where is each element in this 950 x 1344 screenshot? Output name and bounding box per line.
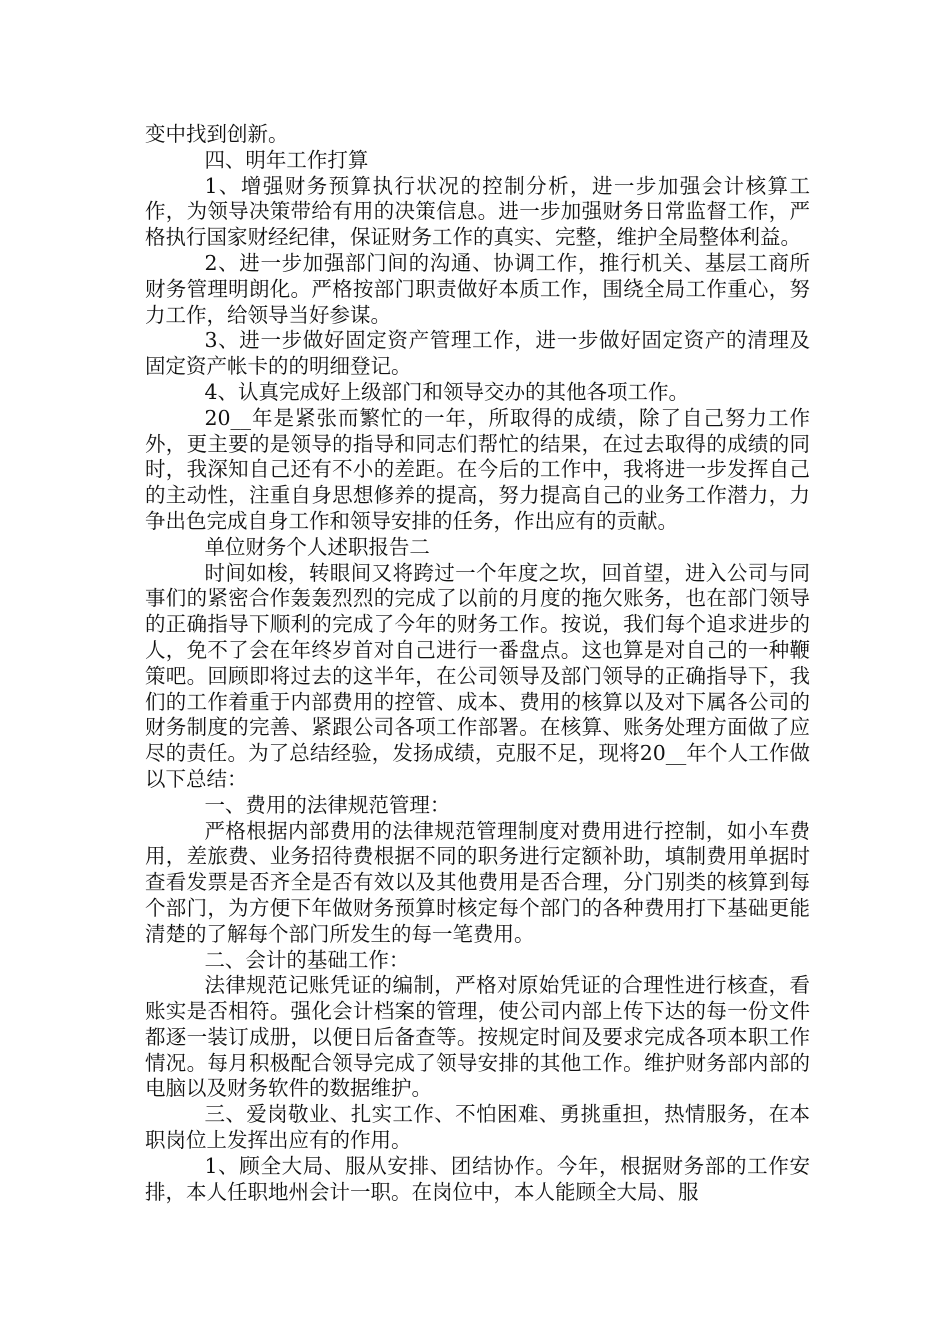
section-heading: 四、明年工作打算 — [204, 147, 369, 172]
section-heading: 一、费用的法律规范管理： — [204, 792, 451, 817]
document-body — [145, 122, 810, 1205]
paragraph: 1、顾全大局、服从安排、团结协作。今年，根据财务部的工作安排，本人任职地州会计一职。在岗位中，本人能顾全大局、服 — [145, 1153, 810, 1204]
section-heading: 三、爱岗敬业、扎实工作、不怕困难、勇挑重担，热情服务，在本职岗位上发挥出应有的作用。 — [145, 1102, 810, 1153]
paragraph: 法律规范记账凭证的编制，严格对原始凭证的合理性进行核查，看账实是否相符。强化会计档案的管理，使公司内部上传下达的每一份文件都逐一装订成册，以便日后备查等。按规定时间及要求完成各项本职工作情况。每月积极配合领导完成了领导安排的其他工作。维护财务部内部的电脑以及财务软件的数据维护。 — [145, 973, 810, 1101]
paragraph: 20__年是紧张而繁忙的一年，所取得的成绩，除了自己努力工作外，更主要的是领导的指导和同志们帮忙的结果，在过去取得的成绩的同时，我深知自己还有不小的差距。在今后的工作中，我将进一步发挥自己的主动性，注重自身思想修养的提高，努力提高自己的业务工作潜力，力争出色完成自身工作和领导安排的任务，作出应有的贡献。 — [145, 405, 810, 533]
paragraph: 时间如梭，转眼间又将跨过一个年度之坎，回首望，进入公司与同事们的紧密合作轰轰烈烈的完成了以前的月度的拖欠账务，也在部门领导的正确指导下顺利的完成了今年的财务工作。按说，我们每个追求进步的人，免不了会在年终岁首对自己进行一番盘点。这也算是对自己的一种鞭策吧。回顾即将过去的这半年，在公司领导及部门领导的正确指导下，我们的工作着重于内部费用的控管、成本、费用的核算以及对下属各公司的财务制度的完善、紧跟公司各项工作部署。在核算、账务处理方面做了应尽的责任。为了总结经验，发扬成绩，克服不足，现将20__年个人工作做以下总结： — [145, 560, 810, 791]
paragraph: 3、进一步做好固定资产管理工作，进一步做好固定资产的清理及固定资产帐卡的的明细登记。 — [145, 328, 810, 379]
paragraph: 4、认真完成好上级部门和领导交办的其他各项工作。 — [204, 379, 689, 404]
paragraph: 1、增强财务预算执行状况的控制分析，进一步加强会计核算工作，为领导决策带给有用的决策信息。进一步加强财务日常监督工作，严格执行国家财经纪律，保证财务工作的真实、完整，维护全局整体利益。 — [145, 173, 810, 250]
paragraph: 严格根据内部费用的法律规范管理制度对费用进行控制，如小车费用，差旅费、业务招待费根据不同的职务进行定额补助，填制费用单据时查看发票是否齐全是否有效以及其他费用是否合理，分门别类的核算到每个部门，为方便下年做财务预算时核定每个部门的各种费用打下基础更能清楚的了解每个部门所发生的每一笔费用。 — [145, 818, 810, 946]
paragraph: 变中找到创新。 — [145, 122, 289, 146]
report-title: 单位财务个人述职报告二 — [204, 534, 430, 559]
paragraph: 2、进一步加强部门间的沟通、协调工作，推行机关、基层工商所财务管理明朗化。严格按部门职责做好本质工作，围绕全局工作重心，努力工作，给领导当好参谋。 — [145, 250, 810, 327]
section-heading: 二、会计的基础工作： — [204, 947, 410, 972]
